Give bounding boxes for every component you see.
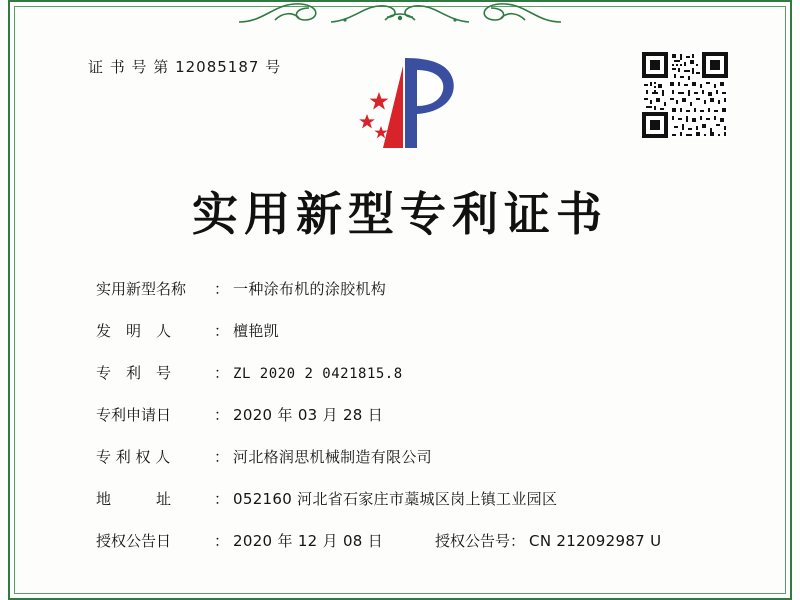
field-colon: ： bbox=[214, 448, 230, 466]
field-row bbox=[96, 278, 730, 299]
field-value-patentee: 河北格润思机械制造有限公司 bbox=[233, 448, 432, 466]
field-label-address: 地 址 bbox=[96, 490, 172, 508]
field-value-inventor: 檀艳凯 bbox=[233, 322, 279, 340]
field-colon: ： bbox=[214, 532, 230, 550]
field-label-patentee: 专 利 权 人 bbox=[96, 448, 171, 466]
field-value-announcement-date: 2020 年 12 月 08 日 bbox=[233, 532, 384, 550]
field-colon: ： bbox=[214, 406, 230, 424]
patent-emblem-icon bbox=[345, 52, 465, 152]
top-ornament bbox=[235, 0, 565, 24]
field-value-utility-model-name: 一种涂布机的涂胶机构 bbox=[233, 280, 387, 298]
announcement-number-group bbox=[435, 530, 661, 551]
field-colon: ： bbox=[214, 322, 230, 340]
field-value-application-date: 2020 年 03 月 28 日 bbox=[233, 406, 384, 424]
field-list bbox=[96, 278, 730, 551]
field-label-patent-number: 专 利 号 bbox=[96, 364, 172, 382]
field-colon: ： bbox=[214, 364, 230, 382]
field-row-footer bbox=[96, 530, 730, 551]
field-row bbox=[96, 362, 730, 383]
field-label-inventor: 发 明 人 bbox=[96, 322, 172, 340]
field-row bbox=[96, 404, 730, 425]
field-colon: ： bbox=[214, 280, 230, 298]
field-label-application-date: 专利申请日 bbox=[96, 406, 172, 424]
field-label-announcement-date: 授权公告日 bbox=[96, 532, 172, 550]
field-value-address: 052160 河北省石家庄市藁城区岗上镇工业园区 bbox=[233, 490, 558, 508]
field-value-announcement-number: CN 212092987 U bbox=[529, 532, 662, 550]
qr-code-icon bbox=[642, 52, 728, 138]
field-colon: ： bbox=[510, 532, 526, 550]
certificate-number: 证 书 号 第 12085187 号 bbox=[88, 58, 282, 76]
field-colon: ： bbox=[214, 490, 230, 508]
field-row bbox=[96, 488, 730, 509]
field-row bbox=[96, 320, 730, 341]
field-label-announcement-number: 授权公告号 bbox=[435, 532, 511, 550]
field-value-patent-number: ZL 2020 2 0421815.8 bbox=[233, 366, 403, 382]
field-row bbox=[96, 446, 730, 467]
field-label-utility-model-name: 实用新型名称 bbox=[96, 280, 187, 298]
page-title: 实用新型专利证书 bbox=[192, 187, 608, 241]
